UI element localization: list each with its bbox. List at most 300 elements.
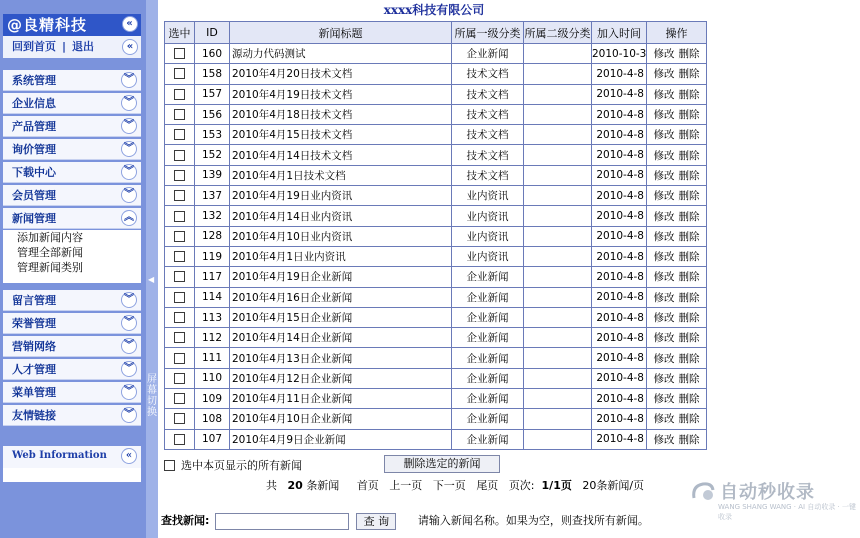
- submenu-manage-categories[interactable]: 管理新闻类别: [17, 261, 83, 274]
- edit-link[interactable]: 修改: [653, 210, 675, 223]
- chevron-down-icon[interactable]: ︾: [121, 384, 137, 400]
- collapse-web-info-icon[interactable]: «: [121, 448, 137, 464]
- row-title[interactable]: 2010年4月14日业内资讯: [230, 206, 452, 226]
- delete-link[interactable]: 删除: [678, 332, 700, 345]
- row-title[interactable]: 2010年4月15日技术文档: [230, 125, 452, 145]
- table-row: [165, 44, 707, 64]
- row-id: 111: [195, 348, 230, 368]
- row-checkbox[interactable]: [174, 312, 185, 323]
- row-select-cell: [165, 165, 195, 185]
- edit-link[interactable]: 修改: [653, 129, 675, 142]
- row-select-cell: [165, 145, 195, 165]
- search-button[interactable]: 查 询: [356, 513, 396, 530]
- delete-link[interactable]: 删除: [678, 210, 700, 223]
- row-id: 108: [195, 409, 230, 429]
- row-id: 153: [195, 125, 230, 145]
- chevron-down-icon[interactable]: ︾: [121, 118, 137, 134]
- row-title[interactable]: 2010年4月14日技术文档: [230, 145, 452, 165]
- row-id: 107: [195, 429, 230, 449]
- row-id: 114: [195, 287, 230, 307]
- row-actions: [647, 84, 707, 104]
- sidebar-item-label: 企业信息: [12, 97, 56, 110]
- table-row: [165, 328, 707, 348]
- arrow-left-icon[interactable]: ◀: [148, 275, 155, 284]
- row-title[interactable]: 2010年4月9日企业新闻: [230, 429, 452, 449]
- row-cat2: [524, 368, 592, 388]
- link-separator: |: [62, 40, 67, 53]
- col-date: 加入时间: [592, 22, 647, 44]
- row-date: 2010-4-8: [592, 409, 647, 429]
- col-actions: 操作: [647, 22, 707, 44]
- row-title[interactable]: 源动力代码测试: [230, 44, 452, 64]
- row-checkbox[interactable]: [174, 231, 185, 242]
- table-row: [165, 186, 707, 206]
- watermark-subtitle: WANG SHANG WANG · AI 自动收录 · 一键收录: [718, 503, 857, 521]
- row-title[interactable]: 2010年4月12日企业新闻: [230, 368, 452, 388]
- table-row: [165, 104, 707, 124]
- row-select-cell: [165, 287, 195, 307]
- row-cat2: [524, 409, 592, 429]
- company-title: xxxx科技有限公司: [383, 3, 485, 17]
- row-cat1: 企业新闻: [452, 389, 524, 409]
- delete-selected-button[interactable]: 删除选定的新闻: [384, 455, 500, 473]
- row-cat1: 业内资讯: [452, 246, 524, 266]
- search-hint: 请输入新闻名称。如果为空，则查找所有新闻。: [417, 514, 649, 527]
- row-cat2: [524, 125, 592, 145]
- row-checkbox[interactable]: [174, 89, 185, 100]
- edit-link[interactable]: 修改: [653, 372, 675, 385]
- sidebar-item-talent[interactable]: [3, 359, 141, 380]
- row-cat1: 企业新闻: [452, 429, 524, 449]
- row-date: 2010-10-3: [592, 44, 647, 64]
- row-date: 2010-4-8: [592, 165, 647, 185]
- row-cat2: [524, 44, 592, 64]
- row-cat1: 企业新闻: [452, 44, 524, 64]
- total-count: 共 20 条新闻: [266, 479, 340, 492]
- row-select-cell: [165, 409, 195, 429]
- sidebar-item-system[interactable]: [3, 70, 141, 91]
- sidebar-item-friend-links[interactable]: [3, 405, 141, 426]
- row-checkbox[interactable]: [174, 332, 185, 343]
- row-date: 2010-4-8: [592, 429, 647, 449]
- edit-link[interactable]: 修改: [653, 109, 675, 122]
- row-cat2: [524, 145, 592, 165]
- watermark-logo-icon: [690, 480, 716, 502]
- delete-link[interactable]: 删除: [678, 129, 700, 142]
- row-checkbox[interactable]: [174, 413, 185, 424]
- sidebar-item-label: 系统管理: [12, 74, 56, 87]
- row-checkbox[interactable]: [174, 251, 185, 262]
- edit-link[interactable]: 修改: [653, 251, 675, 264]
- logout-link[interactable]: 退出: [72, 40, 95, 53]
- row-id: 112: [195, 328, 230, 348]
- edit-link[interactable]: 修改: [653, 68, 675, 81]
- row-select-cell: [165, 429, 195, 449]
- chevron-down-icon[interactable]: ︾: [121, 407, 137, 423]
- sidebar-item-downloads[interactable]: [3, 162, 141, 183]
- edit-link[interactable]: 修改: [653, 190, 675, 203]
- row-id: 110: [195, 368, 230, 388]
- splitter-label: 屏 幕 切 换: [147, 374, 157, 418]
- per-page: 20条新闻/页: [582, 479, 645, 492]
- row-title[interactable]: 2010年4月15日企业新闻: [230, 307, 452, 327]
- table-row: [165, 64, 707, 84]
- row-actions: [647, 348, 707, 368]
- row-select-cell: [165, 226, 195, 246]
- row-select-cell: [165, 84, 195, 104]
- row-checkbox[interactable]: [174, 292, 185, 303]
- edit-link[interactable]: 修改: [653, 88, 675, 101]
- row-actions: [647, 246, 707, 266]
- row-cat1: 技术文档: [452, 84, 524, 104]
- sidebar-item-label: 友情链接: [12, 409, 56, 422]
- table-row: [165, 145, 707, 165]
- table-row: [165, 165, 707, 185]
- row-date: 2010-4-8: [592, 267, 647, 287]
- chevron-down-icon[interactable]: ︾: [121, 164, 137, 180]
- row-cat1: 业内资讯: [452, 186, 524, 206]
- chevron-down-icon[interactable]: ︾: [121, 187, 137, 203]
- col-select: 选中: [165, 22, 195, 44]
- row-date: 2010-4-8: [592, 186, 647, 206]
- row-select-cell: [165, 328, 195, 348]
- chevron-down-icon[interactable]: ︾: [121, 95, 137, 111]
- row-select-cell: [165, 307, 195, 327]
- row-cat1: 企业新闻: [452, 287, 524, 307]
- row-date: 2010-4-8: [592, 104, 647, 124]
- row-checkbox[interactable]: [174, 190, 185, 201]
- row-title[interactable]: 2010年4月18日技术文档: [230, 104, 452, 124]
- search-input[interactable]: [215, 513, 349, 530]
- row-checkbox[interactable]: [174, 393, 185, 404]
- row-actions: [647, 125, 707, 145]
- row-id: 117: [195, 267, 230, 287]
- row-checkbox[interactable]: [174, 170, 185, 181]
- sidebar-item-news[interactable]: [3, 208, 141, 229]
- chevron-down-icon[interactable]: ︾: [121, 338, 137, 354]
- news-submenu: [3, 230, 141, 283]
- row-select-cell: [165, 348, 195, 368]
- row-cat2: [524, 206, 592, 226]
- row-cat2: [524, 226, 592, 246]
- chevron-down-icon[interactable]: ︾: [121, 72, 137, 88]
- row-date: 2010-4-8: [592, 84, 647, 104]
- web-info-header[interactable]: [3, 446, 141, 468]
- search-label: 查找新闻:: [161, 514, 210, 527]
- table-row: [165, 307, 707, 327]
- submenu-manage-news[interactable]: 管理全部新闻: [17, 246, 83, 259]
- row-date: 2010-4-8: [592, 348, 647, 368]
- row-select-cell: [165, 64, 195, 84]
- sidebar-item-label: 荣誉管理: [12, 317, 56, 330]
- home-link[interactable]: 回到首页: [12, 40, 56, 53]
- chevron-up-icon[interactable]: ︽: [121, 210, 137, 226]
- row-checkbox[interactable]: [174, 434, 185, 445]
- sidebar-item-label: 菜单管理: [12, 386, 56, 399]
- row-title[interactable]: 2010年4月10日企业新闻: [230, 409, 452, 429]
- edit-link[interactable]: 修改: [653, 291, 675, 304]
- row-cat1: 企业新闻: [452, 307, 524, 327]
- delete-link[interactable]: 删除: [678, 291, 700, 304]
- table-row: [165, 206, 707, 226]
- web-info-title: Web Information: [12, 450, 107, 461]
- edit-link[interactable]: 修改: [653, 433, 675, 446]
- delete-link[interactable]: 删除: [678, 190, 700, 203]
- row-cat1: 技术文档: [452, 64, 524, 84]
- table-row: [165, 409, 707, 429]
- row-select-cell: [165, 267, 195, 287]
- delete-link[interactable]: 删除: [678, 413, 700, 426]
- row-title[interactable]: 2010年4月11日企业新闻: [230, 389, 452, 409]
- page-indicator: 页次: 1/1页: [508, 479, 572, 492]
- delete-link[interactable]: 删除: [678, 312, 700, 324]
- select-all[interactable]: [164, 458, 302, 474]
- row-id: 109: [195, 389, 230, 409]
- delete-link[interactable]: 删除: [678, 271, 700, 284]
- sidebar-item-members[interactable]: [3, 185, 141, 206]
- row-date: 2010-4-8: [592, 145, 647, 165]
- watermark: [690, 478, 860, 521]
- select-all-label: 选中本页显示的所有新闻: [181, 459, 302, 472]
- sidebar-item-label: 留言管理: [12, 294, 56, 307]
- sidebar-item-inquiries[interactable]: [3, 139, 141, 160]
- edit-link[interactable]: 修改: [653, 352, 675, 365]
- sidebar-item-company-info[interactable]: [3, 93, 141, 114]
- row-date: 2010-4-8: [592, 246, 647, 266]
- sidebar-item-menus[interactable]: [3, 382, 141, 403]
- chevron-down-icon[interactable]: ︾: [121, 292, 137, 308]
- row-actions: [647, 226, 707, 246]
- watermark-title: 自动秒收录: [720, 482, 815, 503]
- row-cat1: 企业新闻: [452, 348, 524, 368]
- row-title[interactable]: 2010年4月19日技术文档: [230, 84, 452, 104]
- row-cat2: [524, 328, 592, 348]
- news-table: [164, 21, 707, 450]
- delete-link[interactable]: 删除: [678, 109, 700, 122]
- collapse-icon[interactable]: «: [122, 16, 138, 32]
- table-row: [165, 246, 707, 266]
- delete-link[interactable]: 删除: [678, 372, 700, 385]
- row-date: 2010-4-8: [592, 206, 647, 226]
- row-title[interactable]: 2010年4月19日企业新闻: [230, 267, 452, 287]
- row-checkbox[interactable]: [174, 150, 185, 161]
- row-checkbox[interactable]: [174, 68, 185, 79]
- sidebar-item-label: 人才管理: [12, 363, 56, 376]
- delete-link[interactable]: 删除: [678, 48, 700, 61]
- row-cat2: [524, 348, 592, 368]
- row-id: 119: [195, 246, 230, 266]
- row-cat2: [524, 64, 592, 84]
- row-checkbox[interactable]: [174, 109, 185, 120]
- row-cat2: [524, 84, 592, 104]
- row-id: 137: [195, 186, 230, 206]
- row-date: 2010-4-8: [592, 64, 647, 84]
- submenu-add-news[interactable]: 添加新闻内容: [17, 231, 83, 244]
- row-actions: [647, 206, 707, 226]
- edit-link[interactable]: 修改: [653, 230, 675, 243]
- prev-page-link[interactable]: 上一页: [389, 479, 423, 492]
- sidebar-item-label: 下载中心: [12, 166, 56, 179]
- row-date: 2010-4-8: [592, 368, 647, 388]
- col-title: 新闻标题: [230, 22, 452, 44]
- sidebar-item-messages[interactable]: [3, 290, 141, 311]
- row-cat2: [524, 267, 592, 287]
- sidebar-item-label: 询价管理: [12, 143, 56, 156]
- table-row: [165, 226, 707, 246]
- table-row: [165, 389, 707, 409]
- row-id: 132: [195, 206, 230, 226]
- chevron-down-icon[interactable]: ︾: [121, 141, 137, 157]
- row-title[interactable]: 2010年4月20日技术文档: [230, 64, 452, 84]
- col-id: ID: [195, 22, 230, 44]
- row-cat2: [524, 165, 592, 185]
- row-actions: [647, 186, 707, 206]
- main-panel: [158, 0, 857, 538]
- sidebar-item-label: 会员管理: [12, 189, 56, 202]
- row-actions: [647, 429, 707, 449]
- row-actions: [647, 165, 707, 185]
- row-id: 139: [195, 165, 230, 185]
- sidebar-item-honors[interactable]: [3, 313, 141, 334]
- row-select-cell: [165, 104, 195, 124]
- delete-link[interactable]: 删除: [678, 88, 700, 101]
- row-actions: [647, 368, 707, 388]
- row-actions: [647, 104, 707, 124]
- row-select-cell: [165, 186, 195, 206]
- row-checkbox[interactable]: [174, 48, 185, 59]
- row-id: 157: [195, 84, 230, 104]
- row-actions: [647, 287, 707, 307]
- edit-link[interactable]: 修改: [653, 169, 675, 182]
- web-info-body: [3, 468, 141, 482]
- row-id: 113: [195, 307, 230, 327]
- row-title[interactable]: 2010年4月10日业内资讯: [230, 226, 452, 246]
- screen-splitter[interactable]: [146, 0, 158, 538]
- search-bar: [161, 512, 649, 530]
- row-actions: [647, 328, 707, 348]
- row-actions: [647, 409, 707, 429]
- row-title[interactable]: 2010年4月14日企业新闻: [230, 328, 452, 348]
- row-actions: [647, 64, 707, 84]
- table-row: [165, 125, 707, 145]
- edit-link[interactable]: 修改: [653, 413, 675, 426]
- row-cat2: [524, 307, 592, 327]
- table-header-row: [165, 22, 707, 44]
- row-select-cell: [165, 125, 195, 145]
- delete-link[interactable]: 删除: [678, 68, 700, 81]
- last-page-link[interactable]: 尾页: [476, 479, 499, 492]
- row-id: 160: [195, 44, 230, 64]
- row-cat1: 企业新闻: [452, 409, 524, 429]
- row-cat2: [524, 389, 592, 409]
- row-checkbox[interactable]: [174, 129, 185, 140]
- row-select-cell: [165, 206, 195, 226]
- delete-link[interactable]: 删除: [678, 393, 700, 406]
- sidebar: [0, 0, 146, 538]
- first-page-link[interactable]: 首页: [356, 479, 379, 492]
- chevron-down-icon[interactable]: ︾: [121, 315, 137, 331]
- row-select-cell: [165, 44, 195, 64]
- table-row: [165, 368, 707, 388]
- row-actions: [647, 307, 707, 327]
- chevron-down-icon[interactable]: ︾: [121, 361, 137, 377]
- row-title[interactable]: 2010年4月1日业内资讯: [230, 246, 452, 266]
- table-row: [165, 287, 707, 307]
- row-cat1: 业内资讯: [452, 206, 524, 226]
- row-actions: [647, 145, 707, 165]
- edit-link[interactable]: 修改: [653, 48, 675, 61]
- delete-link[interactable]: 删除: [678, 251, 700, 264]
- row-select-cell: [165, 389, 195, 409]
- row-checkbox[interactable]: [174, 373, 185, 384]
- row-cat2: [524, 429, 592, 449]
- sidebar-item-label: 新闻管理: [12, 212, 56, 225]
- table-row: [165, 348, 707, 368]
- row-cat1: 业内资讯: [452, 226, 524, 246]
- delete-link[interactable]: 删除: [678, 433, 700, 446]
- row-checkbox[interactable]: [174, 211, 185, 222]
- row-actions: [647, 267, 707, 287]
- edit-link[interactable]: 修改: [653, 271, 675, 284]
- col-cat1: 所属一级分类: [452, 22, 524, 44]
- row-cat2: [524, 287, 592, 307]
- row-title[interactable]: 2010年4月16日企业新闻: [230, 287, 452, 307]
- row-cat1: 技术文档: [452, 165, 524, 185]
- delete-link[interactable]: 删除: [678, 169, 700, 182]
- delete-link[interactable]: 删除: [678, 149, 700, 162]
- delete-link[interactable]: 删除: [678, 230, 700, 243]
- row-actions: [647, 44, 707, 64]
- row-cat1: 技术文档: [452, 145, 524, 165]
- table-row: [165, 84, 707, 104]
- table-row: [165, 267, 707, 287]
- next-page-link[interactable]: 下一页: [432, 479, 466, 492]
- row-title[interactable]: 2010年4月13日企业新闻: [230, 348, 452, 368]
- edit-link[interactable]: 修改: [653, 312, 675, 324]
- row-date: 2010-4-8: [592, 328, 647, 348]
- select-all-checkbox[interactable]: [164, 460, 175, 471]
- col-cat2: 所属二级分类: [524, 22, 592, 44]
- row-cat1: 企业新闻: [452, 368, 524, 388]
- row-actions: [647, 389, 707, 409]
- delete-link[interactable]: 删除: [678, 352, 700, 365]
- row-date: 2010-4-8: [592, 226, 647, 246]
- sidebar-item-label: 产品管理: [12, 120, 56, 133]
- row-date: 2010-4-8: [592, 389, 647, 409]
- row-cat2: [524, 104, 592, 124]
- row-date: 2010-4-8: [592, 287, 647, 307]
- collapse-links-icon[interactable]: «: [122, 39, 138, 55]
- row-title[interactable]: 2010年4月19日业内资讯: [230, 186, 452, 206]
- row-date: 2010-4-8: [592, 307, 647, 327]
- sidebar-item-label: 营销网络: [12, 340, 56, 353]
- edit-link[interactable]: 修改: [653, 332, 675, 345]
- row-cat2: [524, 246, 592, 266]
- sidebar-item-marketing[interactable]: [3, 336, 141, 357]
- row-title[interactable]: 2010年4月1日技术文档: [230, 165, 452, 185]
- sidebar-item-products[interactable]: [3, 116, 141, 137]
- edit-link[interactable]: 修改: [653, 149, 675, 162]
- quick-links: [3, 36, 141, 58]
- row-checkbox[interactable]: [174, 271, 185, 282]
- row-date: 2010-4-8: [592, 125, 647, 145]
- row-select-cell: [165, 246, 195, 266]
- row-id: 158: [195, 64, 230, 84]
- row-id: 152: [195, 145, 230, 165]
- pager: [266, 479, 651, 493]
- row-checkbox[interactable]: [174, 353, 185, 364]
- edit-link[interactable]: 修改: [653, 393, 675, 406]
